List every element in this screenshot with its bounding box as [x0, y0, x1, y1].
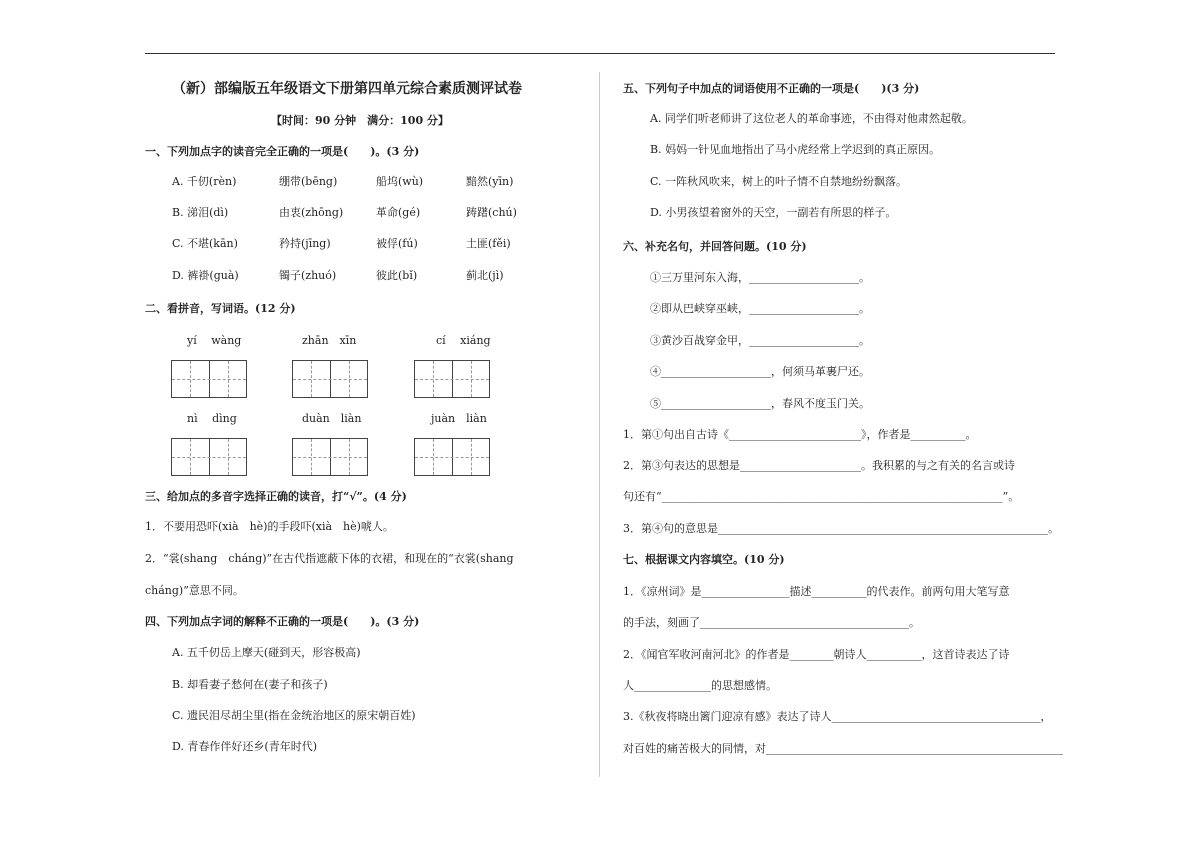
s1-c-2: 矜持(jīng) [279, 237, 331, 250]
writing-grid[interactable] [171, 360, 247, 398]
column-divider [599, 72, 600, 777]
page-title: （新）部编版五年级语文下册第四单元综合素质测评试卷 [172, 81, 522, 97]
pinyin-1: yí wàng [187, 334, 242, 347]
s1-c-4: 土匪(fěi) [466, 237, 511, 250]
s1-d-1: D. 裤褂(guà) [172, 269, 239, 282]
s6-q3: 3．第④句的意思是____________________________________________________________。 [623, 522, 1059, 535]
s1-c-3: 被俘(fú) [376, 237, 418, 250]
s3-line3: cháng)”意思不同。 [145, 584, 244, 597]
s6-fill-1: ①三万里河东入海，____________________。 [650, 271, 870, 284]
section6-heading: 六、补充名句，并回答问题。(10 分) [623, 240, 807, 253]
s4-option-a: A. 五千仞岳上摩天(碰到天，形容极高) [172, 646, 361, 659]
s6-fill-4: ④____________________，何须马革裹尸还。 [650, 365, 870, 378]
s1-c-1: C. 不堪(kān) [172, 237, 238, 250]
s5-option-b: B. 妈妈一针见血地指出了马小虎经常上学迟到的真正原因。 [650, 143, 941, 156]
s1-d-3: 彼此(bǐ) [376, 269, 418, 282]
section3-heading: 三、给加点的多音字选择正确的读音，打“√”。(4 分) [145, 490, 407, 503]
s5-option-a: A. 同学们听老师讲了这位老人的革命事迹，不由得对他肃然起敬。 [650, 112, 973, 125]
s1-a-4: 黯然(yīn) [466, 175, 514, 188]
pinyin-2: zhān xīn [302, 334, 357, 347]
writing-grid[interactable] [292, 438, 368, 476]
s1-b-4: 踌躇(chú) [466, 206, 517, 219]
s5-option-d: D. 小男孩望着窗外的天空，一副若有所思的样子。 [650, 206, 897, 219]
s6-fill-3: ③黄沙百战穿金甲，____________________。 [650, 334, 870, 347]
s4-option-b: B. 却看妻子愁何在(妻子和孩子) [172, 678, 328, 691]
s7-line1: 1．《凉州词》是________________描述__________的代表作。前两句用大笔写意 [623, 585, 1010, 598]
section4-heading: 四、下列加点字词的解释不正确的一项是( )。(3 分) [145, 615, 420, 628]
top-rule [145, 53, 1055, 54]
s7-line2: 的手法，刻画了______________________________________。 [623, 616, 920, 629]
s1-b-1: B. 涕泪(dì) [172, 206, 229, 219]
writing-grid[interactable] [292, 360, 368, 398]
section5-heading: 五、下列句子中加点的词语使用不正确的一项是( )(3 分) [623, 82, 920, 95]
writing-grid[interactable] [414, 360, 490, 398]
s5-option-c: C. 一阵秋风吹来，树上的叶子情不自禁地纷纷飘落。 [650, 175, 908, 188]
section2-heading: 二、看拼音，写词语。(12 分) [145, 302, 296, 315]
writing-grid[interactable] [171, 438, 247, 476]
section7-heading: 七、根据课文内容填空。(10 分) [623, 553, 785, 566]
writing-grid[interactable] [414, 438, 490, 476]
section1-heading: 一、下列加点字的读音完全正确的一项是( )。(3 分) [145, 145, 420, 158]
s7-line5: 3.《秋夜将晓出篱门迎凉有感》表达了诗人______________________________________， [623, 710, 1052, 723]
s4-option-d: D. 青春作伴好还乡(青年时代) [172, 740, 318, 753]
s1-d-4: 蓟北(jì) [466, 269, 504, 282]
s1-a-2: 绷带(bēng) [279, 175, 338, 188]
pinyin-3: cí xiáng [436, 334, 491, 347]
s7-line4: 人______________的思想感情。 [623, 679, 777, 692]
s6-fill-2: ②即从巴峡穿巫峡，____________________。 [650, 302, 870, 315]
s1-b-2: 由衷(zhōng) [279, 206, 344, 219]
s3-line1: 1．不要用恐吓(xià hè)的手段吓(xià hè)唬人。 [145, 520, 394, 533]
exam-info: 【时间：90 分钟 满分：100 分】 [271, 114, 449, 127]
s7-line6: 对百姓的痛苦极大的同情，对______________________________________________________ [623, 742, 1063, 755]
s1-a-1: A. 千仞(rèn) [172, 175, 237, 188]
s1-a-3: 船坞(wù) [376, 175, 424, 188]
pinyin-4: nì dìng [187, 412, 237, 425]
s6-q2a: 2．第③句表达的思想是______________________。我积累的与之有关的名言或诗 [623, 459, 1015, 472]
s4-option-c: C. 遗民泪尽胡尘里(指在金统治地区的原宋朝百姓) [172, 709, 416, 722]
pinyin-5: duàn liàn [302, 412, 362, 425]
s6-q1: 1．第①句出自古诗《________________________》，作者是__________。 [623, 428, 977, 441]
pinyin-6: juàn liàn [431, 412, 487, 425]
s6-q2b: 句还有“______________________________________________________________”。 [623, 490, 1020, 503]
s3-line2: 2．“裳(shang cháng)”在古代指遮蔽下体的衣裙，和现在的“衣裳(shang [145, 552, 514, 565]
s1-d-2: 镯子(zhuó) [279, 269, 337, 282]
s6-fill-5: ⑤____________________，春风不度玉门关。 [650, 397, 870, 410]
s7-line3: 2．《闻官军收河南河北》的作者是________朝诗人__________，这首诗表达了诗 [623, 648, 1010, 661]
s1-b-3: 革命(gé) [376, 206, 421, 219]
